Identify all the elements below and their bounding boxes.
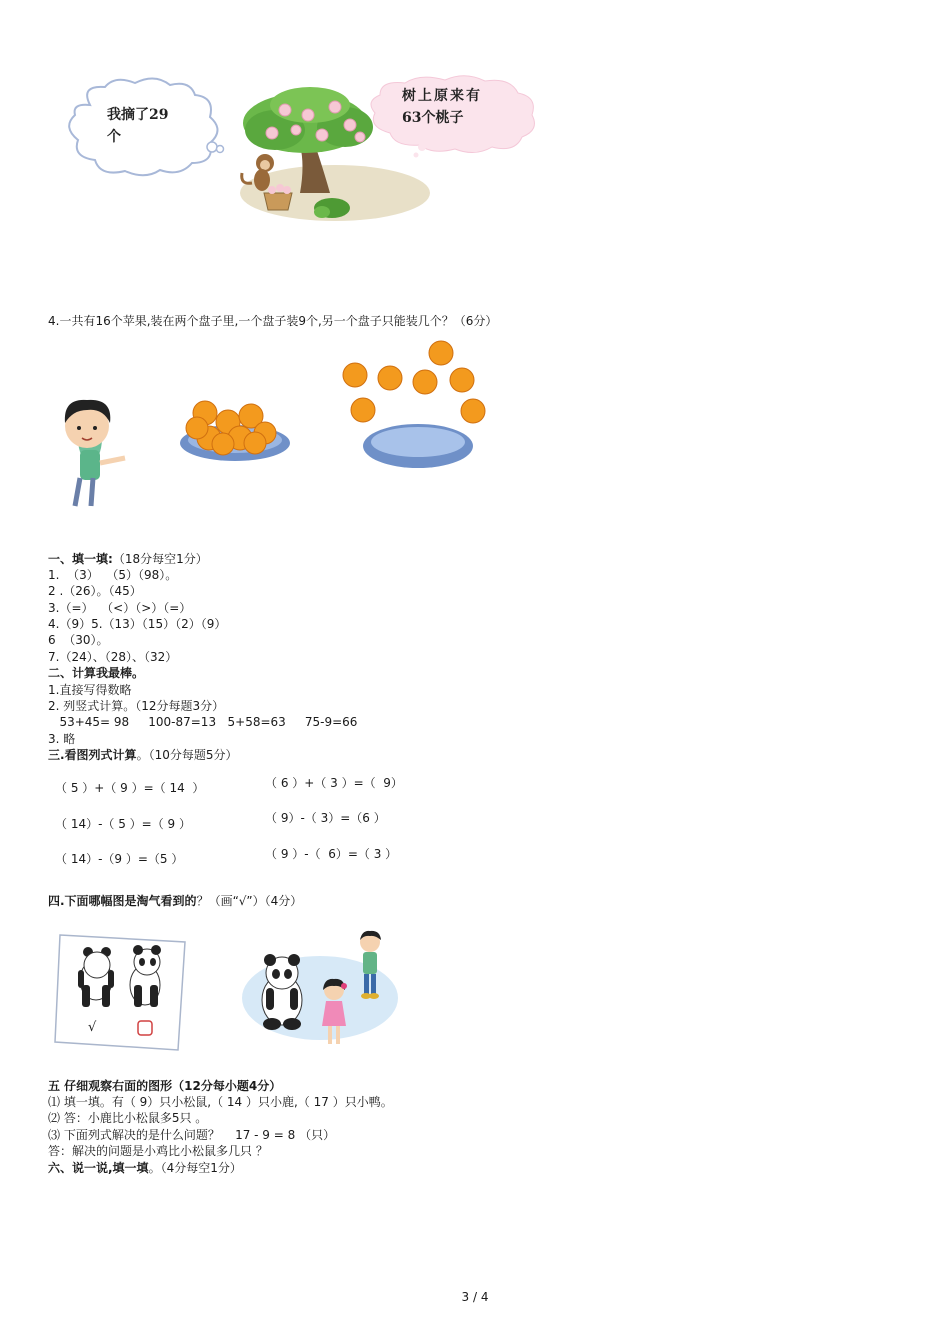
equation-6: （ 9 ）-（ 6）=（ 3 ） xyxy=(265,847,398,861)
answer-line-5: 6 （30）。 xyxy=(48,633,109,647)
apples-plates-illustration xyxy=(55,338,505,513)
answer-line-1: 1. （3） （5）（98）。 xyxy=(48,568,178,582)
boy-figure xyxy=(65,400,125,506)
section-3-title: 三.看图列式计算 xyxy=(48,748,137,762)
right-bubble-text xyxy=(402,85,482,129)
section-5-line-4: 答：解决的问题是小鸡比小松鼠多几只 ？ xyxy=(48,1144,268,1158)
answer-line-8: 2. 列竖式计算。（12分每题3分） xyxy=(48,699,225,713)
section-1-heading xyxy=(48,551,208,567)
grass-bush xyxy=(314,198,350,218)
check-mark: √ xyxy=(88,1020,97,1035)
panda-card-illustration xyxy=(50,930,190,1055)
section-6-title: 六、说一说,填一填 xyxy=(48,1161,149,1175)
section-6-heading xyxy=(48,1160,242,1176)
oranges-right xyxy=(343,341,485,423)
panda-front xyxy=(262,954,302,1030)
right-bubble-line2: 63个桃子 xyxy=(402,110,464,126)
page-number: 3 / 4 xyxy=(461,1290,489,1304)
section-6-suffix: 。（4分每空1分） xyxy=(148,1161,242,1175)
left-bubble-line1: 我摘了29 xyxy=(107,107,169,123)
section-5-title: 五 仔细观察右面的图形（12分每小题4分） xyxy=(48,1079,282,1093)
section-1-suffix: （18分每空1分） xyxy=(112,552,208,566)
answer-line-9: 53+45= 98 100-87=13 5+58=63 75-9=66 xyxy=(48,715,358,729)
right-bubble-line1: 树上原来有 xyxy=(402,88,482,104)
equation-3: （ 14）-（9 ）=（5 ） xyxy=(55,852,184,866)
left-bubble-line2: 个 xyxy=(107,129,121,145)
answer-checkbox xyxy=(138,1021,152,1035)
section-1-title: 一、填一填: xyxy=(48,552,113,566)
section-2-title: 二、计算我最棒。 xyxy=(48,666,145,680)
answer-line-7: 1.直接写得数略 xyxy=(48,683,132,697)
equation-2: （ 14）-（ 5 ）=（ 9 ） xyxy=(55,817,191,831)
answer-line-4: 4.（9）5.（13）（15）（2）（9） xyxy=(48,617,227,631)
section-3-heading xyxy=(48,747,237,763)
section-4-suffix: ？（画“√”）（4分） xyxy=(196,894,303,908)
equation-5: （ 9）-（ 3）=（6 ） xyxy=(265,811,386,825)
equation-1: （ 5 ）+（ 9 ）=（ 14 ） xyxy=(55,781,205,795)
answer-line-2: 2 .（26）。（45） xyxy=(48,584,142,598)
section-5-line-3: ⑶ 下面列式解决的是什么问题？ 17 - 9 = 8 （只） xyxy=(48,1128,336,1142)
section-5-line-1: ⑴ 填一填。有（ 9）只小松鼠,（ 14 ）只小鹿,（ 17 ）只小鸭。 xyxy=(48,1095,393,1109)
panda-children-illustration xyxy=(240,928,410,1053)
question-4: 4.一共有16个苹果,装在两个盘子里,一个盘子装9个,另一个盘子只能装几个？（6分） xyxy=(48,314,498,328)
answer-line-10: 3. 略 xyxy=(48,732,76,746)
answer-line-3: 3.（=） （<）（>）（=） xyxy=(48,601,192,615)
section-4-heading xyxy=(48,893,302,909)
left-bubble-text xyxy=(107,104,168,148)
right-plate xyxy=(363,424,473,468)
equation-4: （ 6 ）+（ 3 ）=（ 9） xyxy=(265,776,403,790)
section-4-title: 四.下面哪幅图是淘气看到的 xyxy=(48,894,197,908)
section-3-suffix: 。（10分每题5分） xyxy=(136,748,238,762)
answer-line-6: 7.（24）、（28）、（32） xyxy=(48,650,178,664)
section-5-line-2: ⑵ 答：小鹿比小松鼠多5只 。 xyxy=(48,1111,208,1125)
